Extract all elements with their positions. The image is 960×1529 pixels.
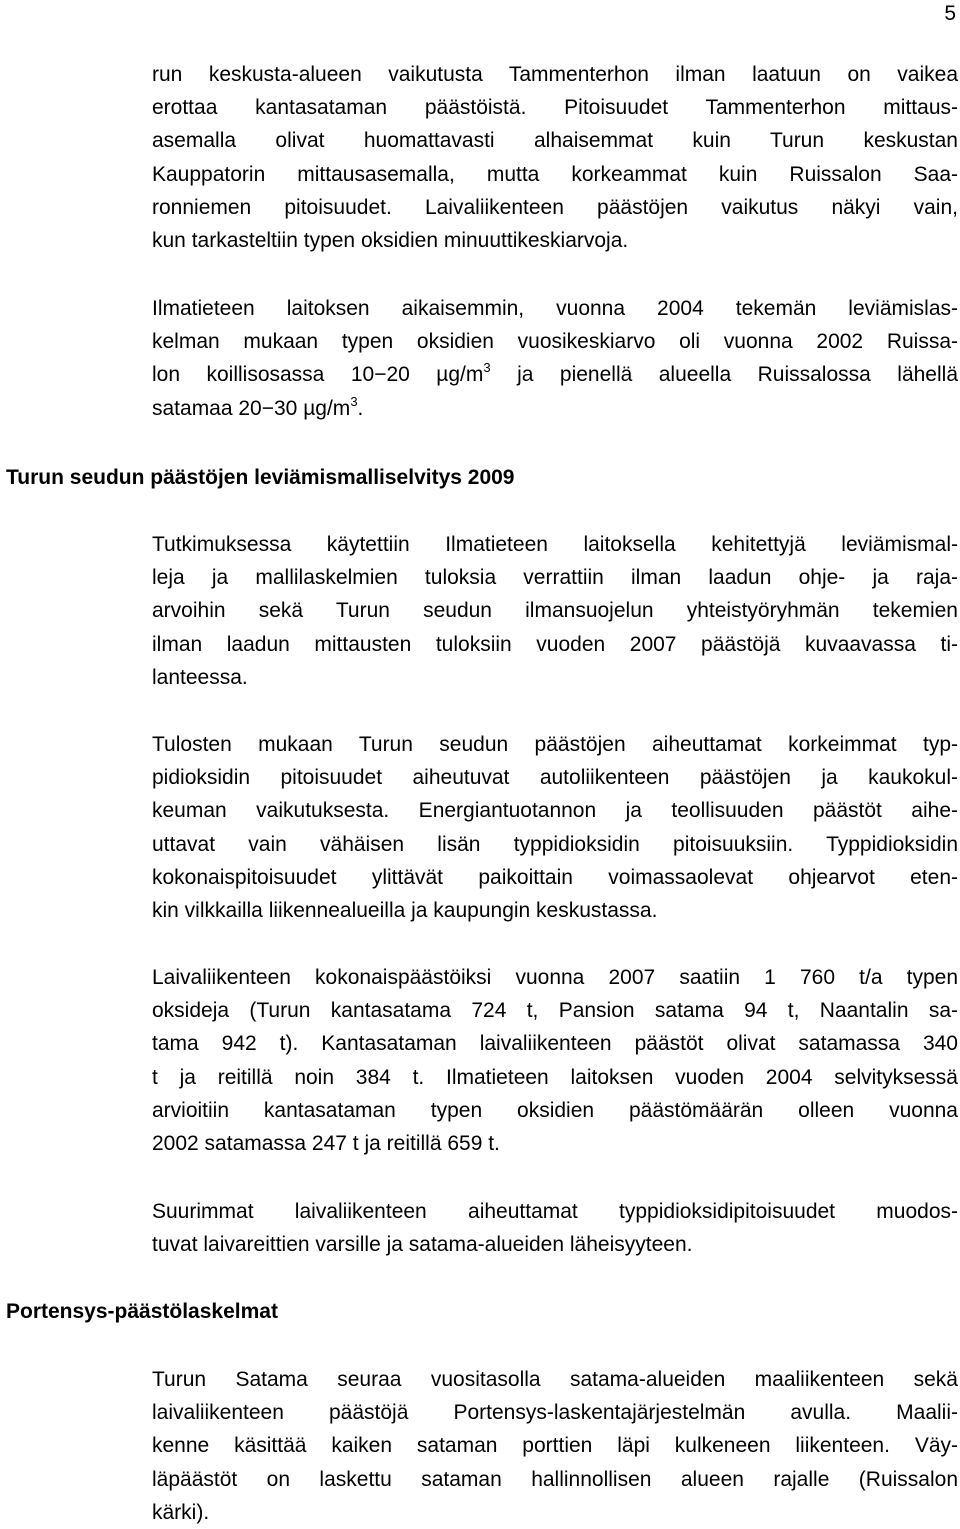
text-line: run keskusta-alueen vaikutusta Tammenterhon ilman laatuun on vaikea — [152, 63, 958, 86]
text-line: keuman vaikutuksesta. Energiantuotannon ja teollisuuden päästöt aihe- — [152, 799, 958, 823]
paragraph-1 — [152, 58, 958, 257]
text-line: laivaliikenteen päästöjä Portensys-laskentajärjestelmän avulla. Maalii- — [152, 1401, 958, 1425]
section-heading: Portensys-päästölaskelmat — [6, 1300, 278, 1323]
text-line: Turun Satama seuraa vuositasolla satama-alueiden maaliikenteen sekä — [152, 1368, 958, 1391]
text-line: kenne käsittää kaiken sataman porttien läpi kulkeneen liikenteen. Väy- — [152, 1434, 958, 1458]
text-line: uttavat vain vähäisen lisän typpidioksidin pitoisuuksiin. Typpidioksidin — [152, 832, 958, 856]
text-line: kärki). — [152, 1500, 210, 1524]
superscript: 3 — [483, 360, 491, 376]
text-line: Suurimmat laivaliikenteen aiheuttamat typpidioksidipitoisuudet muodos- — [152, 1200, 958, 1223]
text-segment: lon koillisosassa 10−20 µg/m — [152, 363, 484, 387]
text-line: asemalla olivat huomattavasti alhaisemmat kuin Turun keskustan — [152, 129, 958, 153]
text-line: erottaa kantasataman päästöistä. Pitoisuudet Tammenterhon mittaus- — [152, 96, 958, 120]
text-line-with-superscript — [152, 392, 958, 425]
text-line: kelman mukaan typen oksidien vuosikeskiarvo oli vuonna 2002 Ruissa- — [152, 330, 958, 354]
text-line: oksideja (Turun kantasatama 724 t, Pansion satama 94 t, Naantalin sa- — [152, 999, 958, 1023]
text-line: Tulosten mukaan Turun seudun päästöjen aiheuttamat korkeimmat typ- — [152, 733, 958, 756]
paragraph-3 — [152, 528, 958, 694]
paragraph-2 — [152, 292, 958, 425]
paragraph-4 — [152, 728, 958, 927]
text-line: arvioitiin kantasataman typen oksidien päästömäärän olleen vuonna — [152, 1098, 958, 1122]
text-line: Kauppatorin mittausasemalla, mutta korkeammat kuin Ruissalon Saa- — [152, 162, 958, 186]
text-line: arvoihin sekä Turun seudun ilmansuojelun yhteistyöryhmän tekemien — [152, 599, 958, 623]
text-line: ronniemen pitoisuudet. Laivaliikenteen päästöjen vaikutus näkyi vain, — [152, 195, 958, 219]
paragraph-6 — [152, 1195, 958, 1261]
text-line: kun tarkasteltiin typen oksidien minuuttikeskiarvoja. — [152, 228, 629, 252]
text-line: ilman laadun mittausten tuloksiin vuoden 2007 päästöjä kuvaavassa ti- — [152, 632, 958, 656]
text-line: Tutkimuksessa käytettiin Ilmatieteen laitoksella kehitettyjä leviämismal- — [152, 533, 958, 556]
text-line: kin vilkkailla liikennealueilla ja kaupungin keskustassa. — [152, 898, 658, 922]
text-line: lanteessa. — [152, 665, 248, 689]
text-line: tuvat laivareittien varsille ja satama-alueiden läheisyyteen. — [152, 1233, 693, 1257]
text-line: läpäästöt on laskettu sataman hallinnollisen alueen rajalle (Ruissalon — [152, 1467, 958, 1491]
paragraph-5 — [152, 961, 958, 1160]
page-number: 5 — [944, 2, 956, 25]
text-line: Ilmatieteen laitoksen aikaisemmin, vuonna 2004 tekemän leviämislas- — [152, 297, 958, 320]
text-line: leja ja mallilaskelmien tuloksia verrattiin ilman laadun ohje- ja raja- — [152, 566, 958, 590]
paragraph-7 — [152, 1363, 958, 1529]
text-line: 2002 satamassa 247 t ja reitillä 659 t. — [152, 1131, 500, 1155]
text-segment: . — [357, 396, 364, 420]
text-line: tama 942 t). Kantasataman laivaliikenteen päästöt olivat satamassa 340 — [152, 1032, 958, 1056]
section-heading: Turun seudun päästöjen leviämismalliselvitys 2009 — [6, 466, 515, 489]
text-line: t ja reitillä noin 384 t. Ilmatieteen laitoksen vuoden 2004 selvityksessä — [152, 1065, 958, 1089]
text-line-with-superscript — [152, 358, 958, 391]
text-segment: ja pienellä alueella Ruissalossa lähellä — [490, 363, 958, 387]
text-segment: satamaa 20−30 µg/m — [152, 396, 351, 420]
superscript: 3 — [350, 393, 358, 409]
text-line: pidioksidin pitoisuudet aiheutuvat autoliikenteen päästöjen ja kaukokul- — [152, 766, 958, 790]
text-line: Laivaliikenteen kokonaispäästöiksi vuonna 2007 saatiin 1 760 t/a typen — [152, 966, 958, 989]
text-line: kokonaispitoisuudet ylittävät paikoittain voimassaolevat ohjearvot eten- — [152, 865, 958, 889]
